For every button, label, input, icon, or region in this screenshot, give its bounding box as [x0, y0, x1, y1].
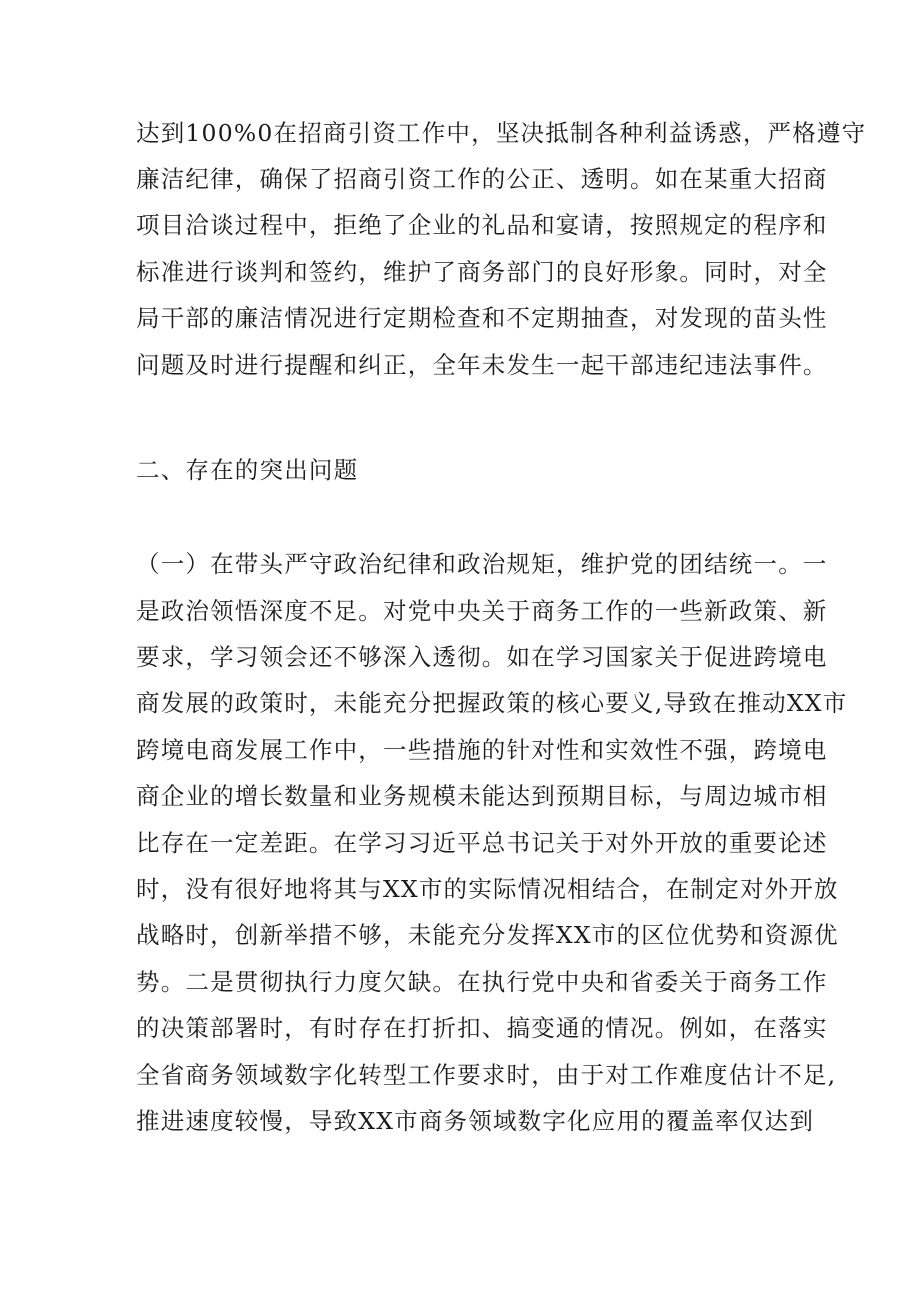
- paragraph-1-line: 廉洁纪律，确保了招商引资工作的公正、透明。如在某重大招商: [136, 165, 828, 193]
- paragraph-2-line: 势。二是贯彻执行力度欠缺。在执行党中央和省委关于商务工作: [136, 968, 828, 996]
- paragraph-2-line: 战略时，创新举措不够，未能充分发挥XX市的区位优势和资源优: [136, 921, 839, 949]
- paragraph-2-line: 要求，学习领会还不够深入透彻。如在学习国家关于促进跨境电: [136, 643, 828, 671]
- paragraph-1-line: 标准进行谈判和签约，维护了商务部门的良好形象。同时，对全: [136, 258, 828, 286]
- section-heading: 二、存在的突出问题: [136, 456, 359, 484]
- paragraph-2-line: 商发展的政策时，未能充分把握政策的核心要义,导致在推动XX市: [136, 689, 848, 717]
- paragraph-2-line: 比存在一定差距。在学习习近平总书记关于对外开放的重要论述: [136, 829, 828, 857]
- paragraph-2-line: 商企业的增长数量和业务规模未能达到预期目标，与周边城市相: [136, 782, 828, 810]
- paragraph-2-line: 的决策部署时，有时存在打折扣、搞变通的情况。例如，在落实: [136, 1014, 828, 1042]
- paragraph-1-line: 达到100%0在招商引资工作中，坚决抵制各种利益诱惑，严格遵守: [136, 119, 867, 147]
- paragraph-2-line: （一）在带头严守政治纪律和政治规矩，维护党的团结统一。一: [136, 550, 828, 578]
- paragraph-1-line: 问题及时进行提醒和纠正，全年未发生一起干部违纪违法事件。: [136, 351, 828, 379]
- paragraph-2-line: 全省商务领域数字化转型工作要求时，由于对工作难度估计不足,: [136, 1061, 837, 1089]
- paragraph-2-line: 是政治领悟深度不足。对党中央关于商务工作的一些新政策、新: [136, 597, 828, 625]
- paragraph-2-line: 跨境电商发展工作中，一些措施的针对性和实效性不强，跨境电: [136, 736, 828, 764]
- paragraph-2-line: 推进速度较慢，导致XX市商务领域数字化应用的覆盖率仅达到: [136, 1107, 815, 1135]
- paragraph-1-line: 局干部的廉洁情况进行定期检查和不定期抽查，对发现的苗头性: [136, 304, 828, 332]
- paragraph-2-line: 时，没有很好地将其与XX市的实际情况相结合，在制定对外开放: [136, 875, 839, 903]
- paragraph-1-line: 项目洽谈过程中，拒绝了企业的礼品和宴请，按照规定的程序和: [136, 211, 828, 239]
